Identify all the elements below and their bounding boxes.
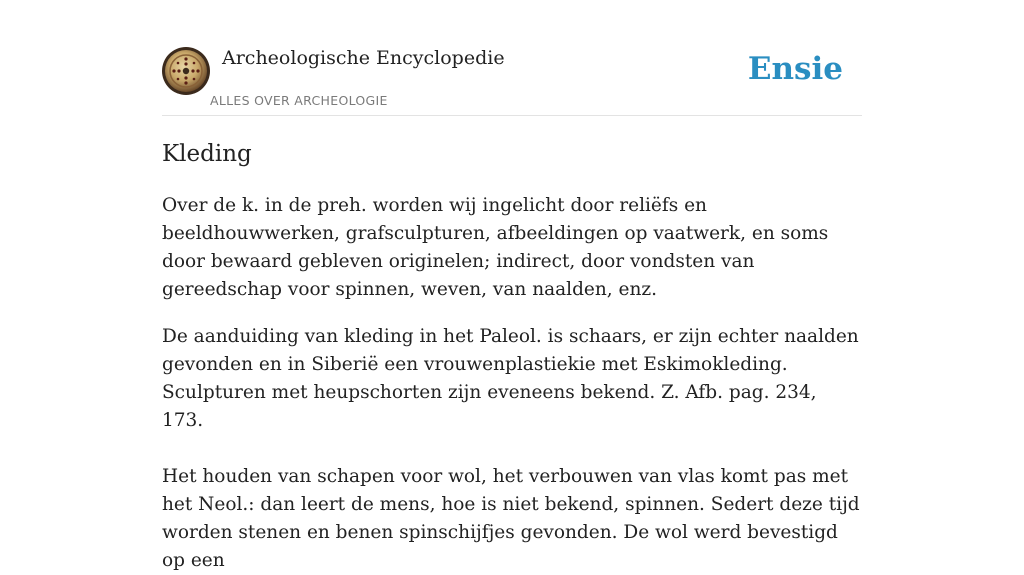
site-subtitle: ALLES OVER ARCHEOLOGIE <box>210 93 388 108</box>
site-title[interactable]: Archeologische Encyclopedie <box>222 47 505 69</box>
article-paragraph-2: De aanduiding van kleding in het Paleol. is schaars, er zijn echter naalden gevonden en in Siberië een vrouwenplastiekie met Eskimokleding. Sculpturen met heupschorten zijn eveneens bekend. Z. Afb. pag. 234, 173. Het houden van schapen voor wol, het verbouwen van vlas komt pas met het Neol.: dan leert de mens, hoe is niet bekend, spinnen. Sedert deze tijd worden stenen en benen spinschijfjes gevonden. De wol werd bevestigd op een <box>162 326 860 571</box>
encyclopedia-logo-avatar[interactable] <box>162 47 210 95</box>
article-paragraph-1: Over de k. in de preh. worden wij ingelicht door reliëfs en beeldhouwwerken, grafsculpturen, afbeeldingen op vaatwerk, en soms door bewaard gebleven originelen; indirect, door vondsten van gereedschap voor spinnen, weven, van naalden, enz. <box>162 195 829 300</box>
site-header <box>162 0 862 116</box>
ensie-brand-link[interactable]: Ensie <box>747 51 843 87</box>
article-title: Kleding <box>162 141 252 167</box>
spindle-whorl-logo-icon <box>162 47 210 95</box>
article <box>162 138 862 575</box>
